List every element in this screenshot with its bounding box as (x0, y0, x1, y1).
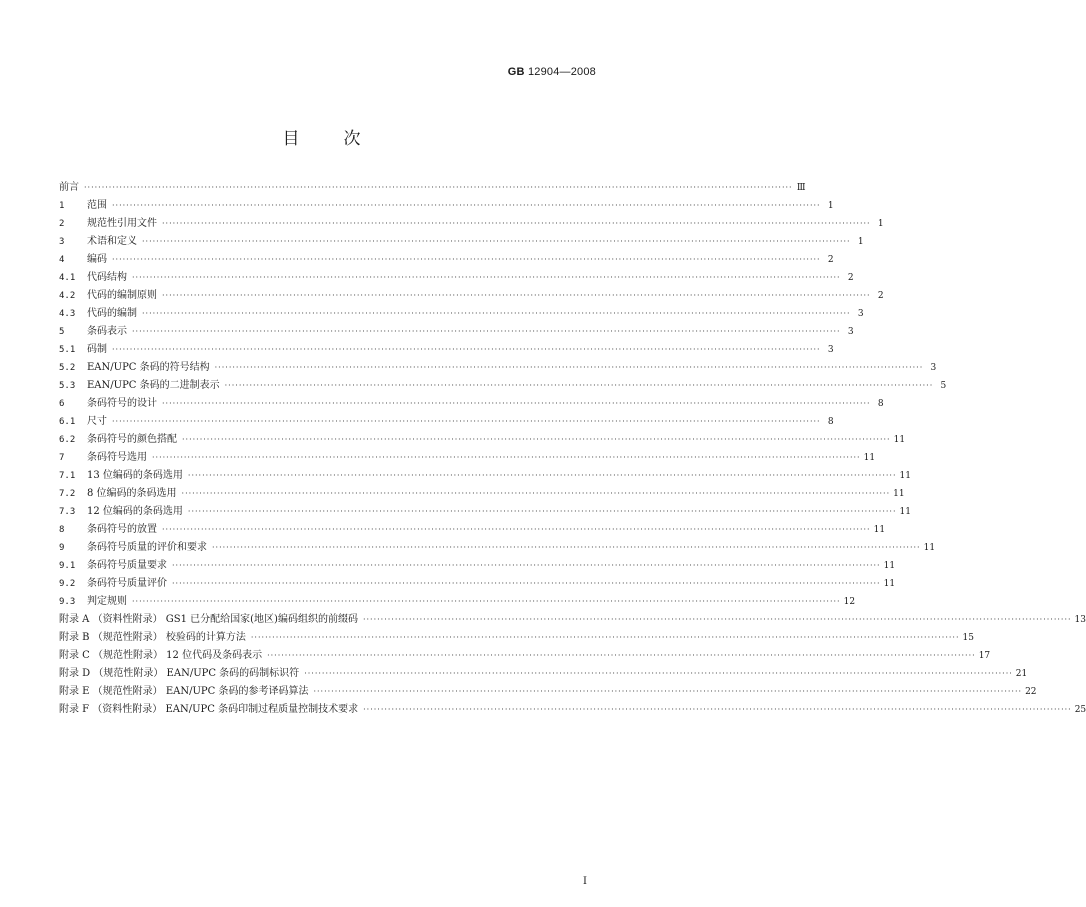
toc-entry[interactable] (59, 521, 886, 539)
toc-entry-page: 11 (893, 435, 906, 445)
toc-entry-label: 术语和定义 (87, 236, 137, 247)
toc-entry[interactable] (59, 413, 834, 431)
toc-leader-dots: ········································································································································································································ (172, 561, 881, 570)
toc-title (0, 124, 643, 149)
toc-entry-page: 8 (877, 399, 884, 409)
toc-entry-page: 11 (923, 543, 936, 553)
toc-entry-page: 11 (873, 525, 886, 535)
toc-entry[interactable] (59, 593, 856, 611)
toc-entry-label: 条码符号的设计 (87, 398, 157, 409)
toc-entry-number: 9.2 (59, 579, 76, 589)
toc-leader-dots: ········································································································································································································ (187, 471, 897, 480)
standard-prefix: GB (507, 66, 525, 78)
toc-leader-dots: ········································································································································································································ (181, 489, 891, 498)
toc-entry[interactable] (59, 467, 911, 485)
toc-entry-label: 前言 (59, 182, 79, 193)
toc-entry-page: Ⅲ (796, 183, 806, 193)
toc-entry-number: 7.1 (59, 471, 76, 481)
toc-entry-page: 3 (930, 363, 937, 373)
toc-entry[interactable] (59, 539, 936, 557)
toc-entry-page: 5 (940, 381, 947, 391)
toc-leader-dots: ········································································································································································································ (162, 219, 871, 228)
toc-entry-number: 3 (59, 237, 65, 247)
toc-entry[interactable] (59, 215, 884, 233)
toc-entry-label: 条码符号质量的评价和要求 (87, 542, 207, 553)
toc-leader-dots: ········································································································································································································ (304, 669, 1013, 678)
toc-entry-label: 条码符号的颜色搭配 (87, 434, 177, 445)
toc-entry-label: 条码符号的放置 (87, 524, 157, 535)
standard-code (508, 66, 596, 78)
toc-entry[interactable] (59, 449, 876, 467)
toc-entry-label: 条码符号质量评价 (87, 578, 167, 589)
toc-leader-dots: ········································································································································································································ (212, 543, 921, 552)
toc-leader-dots: ········································································································································································································ (172, 579, 881, 588)
toc-entry-page: 11 (899, 471, 911, 481)
toc-entry-page: 17 (978, 651, 991, 661)
toc-leader-dots: ········································································································································································································ (362, 615, 1072, 624)
toc-entry[interactable] (59, 575, 896, 593)
toc-entry[interactable] (59, 665, 1028, 683)
toc-leader-dots: ········································································································································································································ (363, 705, 1072, 714)
toc-entry[interactable] (59, 647, 991, 665)
toc-entry-number: 8 (59, 525, 65, 535)
toc-entry[interactable] (59, 341, 834, 359)
toc-leader-dots: ········································································································································································································ (112, 417, 821, 426)
toc-entry-page: 2 (877, 291, 884, 301)
toc-entry[interactable] (59, 287, 884, 305)
toc-entry-label: 码制 (87, 344, 107, 355)
toc-entry-page: 21 (1015, 669, 1028, 679)
toc-leader-dots: ········································································································································································································ (162, 525, 871, 534)
toc-entry[interactable] (59, 323, 854, 341)
toc-entry-label: 附录 F （资料性附录） EAN/UPC 条码印制过程质量控制技术要求 (59, 704, 359, 715)
toc-entry-number: 5.1 (59, 345, 76, 355)
toc-entry[interactable] (59, 179, 806, 197)
toc-entry[interactable] (59, 701, 1086, 719)
toc-entry-page: 1 (877, 219, 884, 229)
toc-entry-page: 1 (827, 201, 834, 211)
toc-leader-dots: ········································································································································································································ (224, 381, 934, 390)
toc-entry-page: 8 (827, 417, 834, 427)
toc-entry-page: 11 (893, 489, 905, 499)
toc-list (59, 179, 1086, 719)
footer-page-number: I (583, 876, 587, 887)
toc-leader-dots: ········································································································································································································ (187, 507, 897, 516)
toc-leader-dots: ········································································································································································································ (112, 255, 821, 264)
toc-entry[interactable] (59, 269, 854, 287)
toc-entry-label: 附录 A （资料性附录） GS1 已分配给国家(地区)编码组织的前缀码 (59, 614, 358, 625)
toc-entry-number: 6.2 (59, 435, 76, 445)
toc-entry[interactable] (59, 557, 896, 575)
toc-entry-page: 11 (883, 579, 896, 589)
toc-entry[interactable] (59, 503, 911, 521)
toc-entry[interactable] (59, 233, 864, 251)
toc-entry[interactable] (59, 611, 1086, 629)
toc-entry-page: 3 (857, 309, 864, 319)
toc-entry-label: 条码表示 (87, 326, 127, 337)
toc-entry-page: 3 (827, 345, 834, 355)
toc-entry-number: 2 (59, 219, 65, 229)
toc-entry[interactable] (59, 431, 906, 449)
toc-entry-page: 2 (847, 273, 854, 283)
toc-entry[interactable] (59, 683, 1037, 701)
toc-entry-label: 范围 (87, 200, 107, 211)
toc-entry-label: 附录 C （规范性附录） 12 位代码及条码表示 (59, 650, 263, 661)
toc-entry-number: 4.2 (59, 291, 76, 301)
toc-entry-page: 12 (843, 597, 856, 607)
toc-leader-dots: ········································································································································································································ (132, 273, 841, 282)
toc-entry-page: 22 (1025, 687, 1037, 697)
toc-entry-number: 4.1 (59, 273, 76, 283)
toc-entry-number: 5 (59, 327, 65, 337)
toc-entry-page: 11 (863, 453, 876, 463)
toc-entry[interactable] (59, 359, 937, 377)
toc-leader-dots: ········································································································································································································ (162, 399, 871, 408)
toc-leader-dots: ········································································································································································································ (112, 201, 821, 210)
toc-entry-number: 5.3 (59, 381, 76, 391)
toc-entry-number: 5.2 (59, 363, 76, 373)
toc-entry-label: 规范性引用文件 (87, 218, 157, 229)
toc-entry-label: EAN/UPC 条码的二进制表示 (87, 380, 220, 391)
toc-title-char-1: 目 (282, 129, 300, 149)
toc-entry-label: 12 位编码的条码选用 (87, 506, 183, 517)
toc-entry-page: 1 (857, 237, 864, 247)
toc-entry-number: 7 (59, 453, 65, 463)
toc-leader-dots: ········································································································································································································ (250, 633, 960, 642)
toc-entry[interactable] (59, 305, 864, 323)
toc-entry-label: 13 位编码的条码选用 (87, 470, 183, 481)
toc-entry-label: 判定规则 (87, 596, 127, 607)
toc-entry-number: 6 (59, 399, 65, 409)
toc-leader-dots: ········································································································································································································ (267, 651, 976, 660)
toc-entry-label: 代码结构 (87, 272, 127, 283)
toc-entry-page: 3 (847, 327, 854, 337)
toc-entry-label: 代码的编制 (87, 308, 137, 319)
toc-entry-label: EAN/UPC 条码的符号结构 (87, 362, 210, 373)
toc-entry-number: 7.2 (59, 489, 76, 499)
toc-entry-label: 条码符号质量要求 (87, 560, 167, 571)
toc-entry-label: 8 位编码的条码选用 (87, 488, 177, 499)
toc-entry-number: 9.1 (59, 561, 76, 571)
toc-entry[interactable] (59, 197, 834, 215)
toc-entry-number: 1 (59, 201, 65, 211)
toc-title-char-2: 次 (343, 129, 361, 149)
toc-entry[interactable] (59, 395, 884, 413)
toc-leader-dots: ········································································································································································································ (132, 597, 841, 606)
toc-entry-label: 附录 D （规范性附录） EAN/UPC 条码的码制标识符 (59, 668, 300, 679)
toc-entry-number: 9.3 (59, 597, 76, 607)
toc-entry-number: 9 (59, 543, 65, 553)
toc-leader-dots: ········································································································································································································ (152, 453, 861, 462)
toc-entry-page: 11 (883, 561, 896, 571)
toc-entry-label: 附录 B （规范性附录） 校验码的计算方法 (59, 632, 246, 643)
toc-entry-number: 4 (59, 255, 65, 265)
standard-number: 12904—2008 (527, 66, 596, 78)
toc-leader-dots: ········································································································································································································ (182, 435, 891, 444)
toc-entry-number: 4.3 (59, 309, 76, 319)
toc-leader-dots: ········································································································································································································ (84, 183, 793, 192)
toc-leader-dots: ········································································································································································································ (313, 687, 1023, 696)
toc-entry-number: 7.3 (59, 507, 76, 517)
toc-entry[interactable] (59, 251, 834, 269)
toc-leader-dots: ········································································································································································································ (142, 237, 851, 246)
toc-entry-label: 条码符号选用 (87, 452, 147, 463)
toc-entry-label: 附录 E （规范性附录） EAN/UPC 条码的参考译码算法 (59, 686, 309, 697)
toc-entry-page: 11 (899, 507, 911, 517)
toc-entry-page: 25 (1074, 705, 1086, 715)
toc-entry-label: 编码 (87, 254, 107, 265)
toc-entry-label: 尺寸 (87, 416, 107, 427)
toc-entry-number: 6.1 (59, 417, 76, 427)
toc-entry[interactable] (59, 377, 947, 395)
toc-leader-dots: ········································································································································································································ (162, 291, 871, 300)
toc-entry[interactable] (59, 485, 905, 503)
toc-entry-label: 代码的编制原则 (87, 290, 157, 301)
toc-entry-page: 13 (1074, 615, 1086, 625)
toc-leader-dots: ········································································································································································································ (142, 309, 851, 318)
toc-entry-page: 15 (962, 633, 974, 643)
toc-entry[interactable] (59, 629, 974, 647)
toc-leader-dots: ········································································································································································································ (132, 327, 841, 336)
toc-entry-page: 2 (827, 255, 834, 265)
toc-leader-dots: ········································································································································································································ (214, 363, 924, 372)
toc-leader-dots: ········································································································································································································ (112, 345, 821, 354)
